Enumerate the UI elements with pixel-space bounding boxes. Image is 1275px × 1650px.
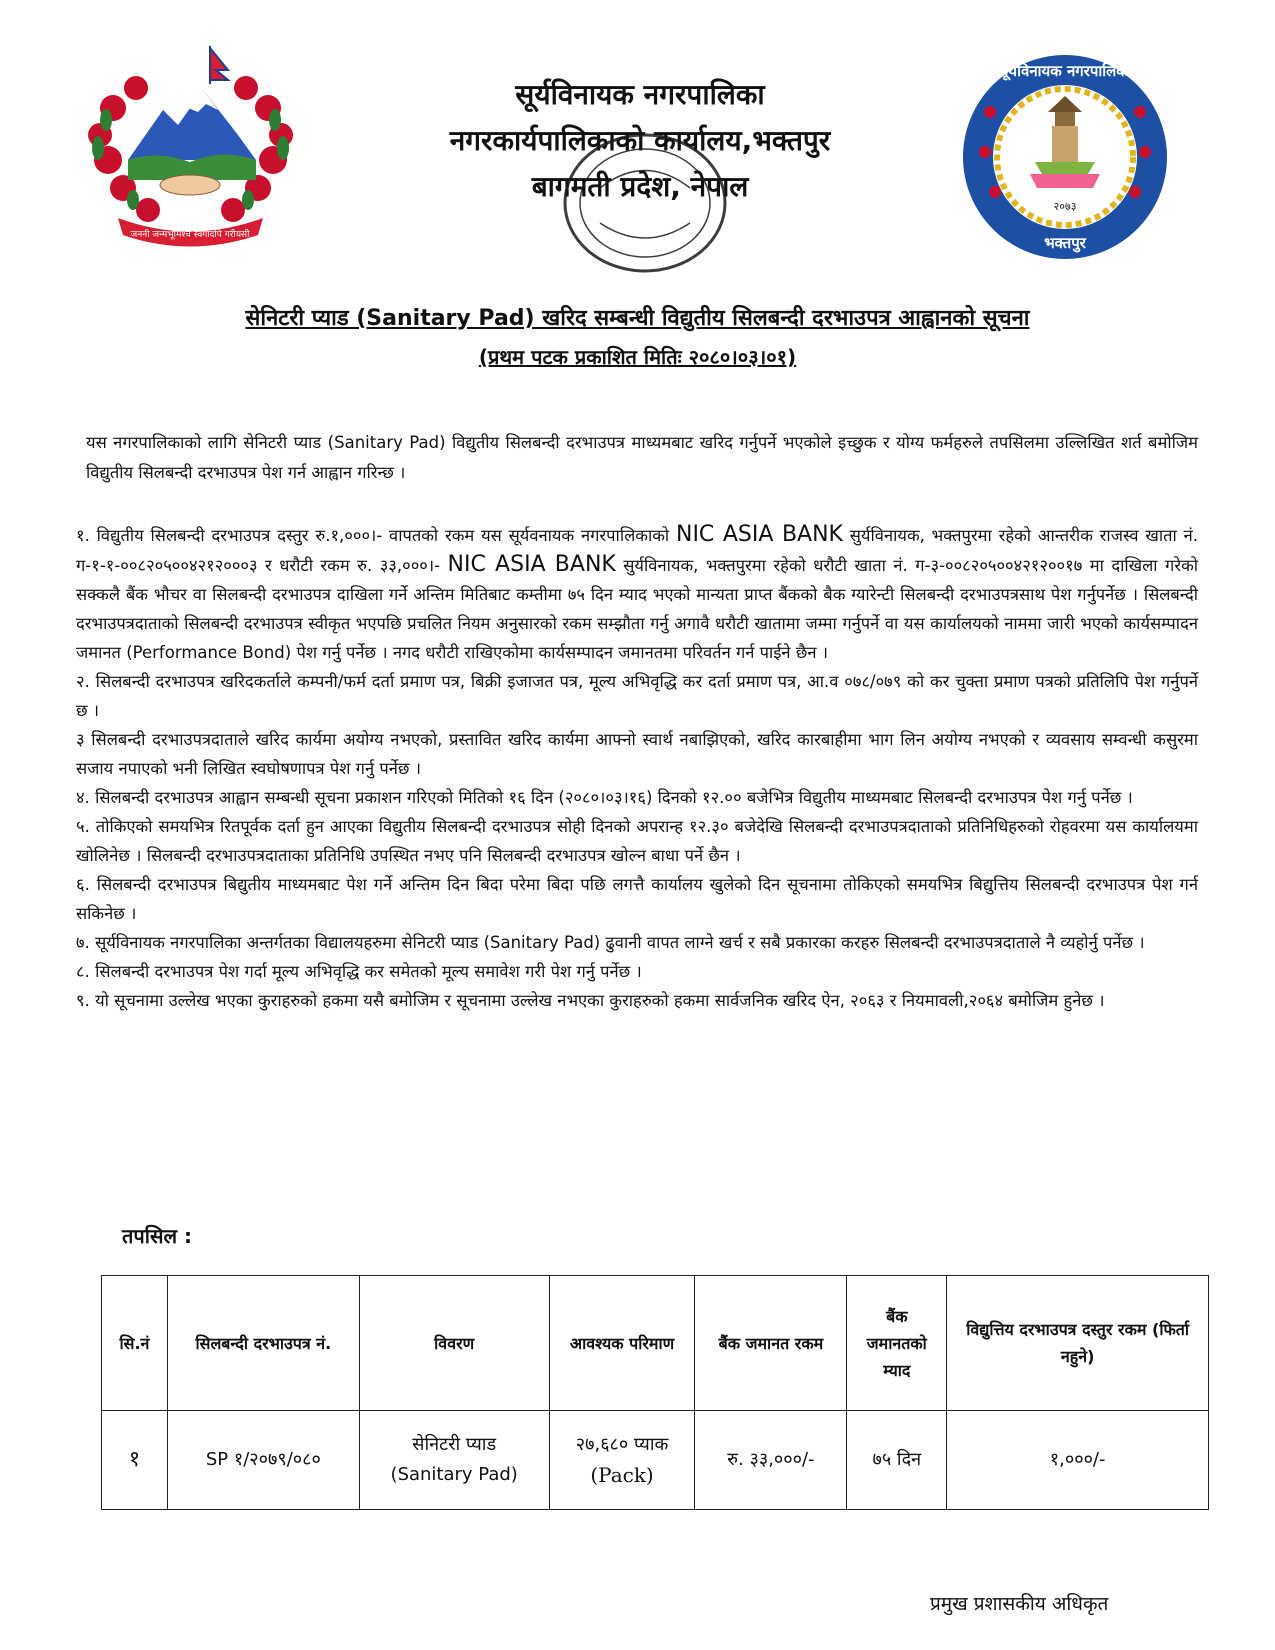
cell-quantity-line1: २७,६८० प्याक — [575, 1434, 669, 1455]
table-header-row — [102, 1276, 1209, 1411]
bank-name: NIC ASIA BANK — [447, 552, 616, 577]
term-item — [76, 667, 1198, 725]
notice-title-line1: सेनिटरी प्याड (Sanitary Pad) खरिद सम्बन्धी विद्युतीय सिलबन्दी दरभाउपत्र आह्वानको सूचना — [245, 306, 1030, 331]
term-number: ४. — [76, 788, 90, 807]
term-text: यो सूचनामा उल्लेख भएका कुराहरुको हकमा यसै बमोजिम र सूचनामा उल्लेख नभएका कुराहरुको हकमा सार्वजनिक खरिद ऐन, २०६३ र नियमावली,२०६४ बमोजिम हुनेछ । — [95, 991, 1105, 1010]
term-number: ५. — [76, 817, 90, 836]
term-text: सुर्यविनायक, भक्तपुरमा रहेको धरौटी खाता नं. ग-३-००८२०५००४२१२००१७ मा दाखिला गरेको सक्कलै बैंक भौचर वा सिलबन्दी दरभाउपत्र दाखिला गर्ने अन्तिम मितिबाट कम्तीमा ७५ दिन म्याद भएको मान्यता प्राप्त बैंकको बैक ग्यारेन्टी सिलबन्दी दरभाउपत्रसाथ पेश गर्नुपर्नेछ । सिलबन्दी दरभाउपत्रदाताको सिलबन्दी दरभाउपत्र स्वीकृत भएपछि प्रचलित नियम अनुसारको रकम सम्झौता गर्नु अगावै धरौटी खातामा जम्मा गर्नुपर्ने वा यस कार्यालयको नाममा जारी भएको कार्यसम्पादन जमानत (Performance Bond) पेश गर्नु पर्नेछ । नगद धरौटी राखिएकोमा कार्यसम्पादन जमानतमा परिवर्तन गर्न पाईने छैन । — [76, 556, 1199, 662]
logo-top-text: सूर्यविनायक नगरपालिका — [998, 62, 1132, 80]
term-text: सिलबन्दी दरभाउपत्र खरिदकर्ताले कम्पनी/फर्म दर्ता प्रमाण पत्र, बिक्री इजाजत पत्र, मूल्य अभिवृद्धि कर दर्ता प्रमाण पत्र, आ.व ०७८/०७९ को कर चुक्ता प्रमाण पत्रको प्रतिलिपि पेश गर्नुपर्ने छ । — [76, 672, 1198, 720]
term-item — [76, 520, 1198, 667]
notice-title-line2: (प्रथम पटक प्रकाशित मितिः २०८०।०३।०१) — [478, 345, 797, 369]
logo-bottom-text: भक्तपुर — [1044, 234, 1086, 252]
logo-year: २०७३ — [1053, 200, 1077, 213]
term-number: ८. — [76, 962, 90, 981]
col-header-validity: बैंक जमानतको म्याद — [847, 1276, 947, 1411]
col-header-description: विवरण — [359, 1276, 549, 1411]
cell-bid-no: SP १/२०७९/०८० — [167, 1411, 359, 1510]
term-text: सुर्यविनायक, भक्तपुरमा रहेको आन्तरीक राजस्व खाता नं. ग-१-१-००८२०५००४२१२०००३ र धरौटी रकम रु. ३३,०००।- — [76, 526, 1198, 575]
table-row — [102, 1411, 1209, 1510]
signatory-title: प्रमुख प्रशासकीय अधिकृत — [930, 1593, 1109, 1615]
cell-validity: ७५ दिन — [847, 1411, 947, 1510]
cell-description — [359, 1411, 549, 1510]
term-number: ३ — [76, 730, 85, 749]
col-header-fee: विद्युत्तिय दरभाउपत्र दस्तुर रकम (फिर्ता नहुने) — [947, 1276, 1209, 1411]
emblem-motto: जननी जन्मभूमिश्च स्वर्गादपि गरीयसी — [130, 230, 250, 240]
cell-description-line2: (Sanitary Pad) — [390, 1464, 518, 1485]
term-item — [76, 812, 1198, 870]
term-number: २. — [76, 672, 90, 691]
cell-fee: १,०००/- — [947, 1411, 1209, 1510]
term-item — [76, 870, 1198, 928]
cell-bank-amount: रु. ३३,०००/- — [695, 1411, 847, 1510]
term-item — [76, 928, 1198, 957]
header-office: नगरकार्यपालिकाको कार्यालय,भक्तपुर — [449, 124, 831, 157]
intro-paragraph: यस नगरपालिकाको लागि सेनिटरी प्याड (Sanitary Pad) विद्युतीय सिलबन्दी दरभाउपत्र माध्यमबाट खरिद गर्नुपर्ने भएकोले इच्छुक र योग्य फर्महरुले तपसिलमा उल्लिखित शर्त बमोजिम विद्युतीय सिलबन्दी दरभाउपत्र पेश गर्न आह्वान गरिन्छ । — [86, 433, 1198, 482]
office-stamp — [560, 128, 730, 278]
bank-name: NIC ASIA BANK — [675, 522, 843, 547]
term-text: सूर्यविनायक नगरपालिका अन्तर्गतका विद्यालयहरुमा सेनिटरी प्याड (Sanitary Pad) ढुवानी वापत लाग्ने खर्च र सबै प्रकारका करहरु सिलबन्दी दरभाउपत्रदाताले नै व्यहोर्नु पर्नेछ । — [95, 933, 1145, 952]
col-header-bank-amount: बैंक जमानत रकम — [695, 1276, 847, 1411]
term-text: विद्युतीय सिलबन्दी दरभाउपत्र दस्तुर रु.१,०००।- वापतको रकम यस सूर्यवनायक नगरपालिकाको — [96, 526, 670, 545]
col-header-quantity: आवश्यक परिमाण — [549, 1276, 695, 1411]
municipality-logo — [960, 52, 1170, 262]
nepal-government-emblem — [78, 40, 303, 250]
term-item — [76, 783, 1198, 812]
term-text: सिलबन्दी दरभाउपत्रदाताले खरिद कार्यमा अयोग्य नभएको, प्रस्तावित खरिद कार्यमा आफ्नो स्वार्थ नबाझिएको, खरिद कारबाहीमा भाग लिन अयोग्य नभएको र व्यवसाय सम्वन्धी कसुरमा सजाय नपाएको भनी लिखित स्वघोषणापत्र पेश गर्नु पर्नेछ । — [76, 730, 1198, 778]
schedule-heading: तपसिल : — [122, 1224, 192, 1248]
header-municipality: सूर्यविनायक नगरपालिका — [515, 78, 765, 111]
term-number: ९. — [76, 991, 90, 1010]
col-header-bid-no: सिलबन्दी दरभाउपत्र नं. — [167, 1276, 359, 1411]
cell-description-line1: सेनिटरी प्याड — [412, 1434, 497, 1455]
term-number: ७. — [76, 933, 90, 952]
term-text: तोकिएको समयभित्र रितपूर्वक दर्ता हुन आएका विद्युतीय सिलबन्दी दरभाउपत्र सोही दिनको अपरान्ह १२.३० बजेदेखि सिलबन्दी दरभाउपत्रदाताको प्रतिनिधिहरुको रोहवरमा यस कार्यालयमा खोलिनेछ । सिलबन्दी दरभाउपत्रदाताका प्रतिनिधि उपस्थित नभए पनि सिलबन्दी दरभाउपत्र खोल्न बाधा पर्ने छैन । — [76, 817, 1198, 865]
term-item — [76, 957, 1198, 986]
term-item — [76, 986, 1198, 1015]
cell-quantity-line2: (Pack) — [590, 1463, 654, 1487]
term-item — [76, 725, 1198, 783]
cell-quantity — [549, 1411, 695, 1510]
col-header-sn: सि.नं — [102, 1276, 168, 1411]
header-province: बागमती प्रदेश, नेपाल — [531, 170, 749, 203]
terms-list — [76, 520, 1198, 1015]
term-text: सिलबन्दी दरभाउपत्र बिद्युतीय माध्यमबाट पेश गर्ने अन्तिम दिन बिदा परेमा बिदा पछि लगत्तै कार्यालय खुलेको दिन सूचनामा तोकिएको समयभित्र बिद्युत्तिय सिलबन्दी दरभाउपत्र पेश गर्न सकिनेछ । — [76, 875, 1198, 923]
term-text: सिलबन्दी दरभाउपत्र आह्वान सम्बन्धी सूचना प्रकाशन गरिएको मितिको १६ दिन (२०८०।०३।१६) दिनको १२.०० बजेभित्र विद्युतीय माध्यमबाट सिलबन्दी दरभाउपत्र पेश गर्नु पर्नेछ । — [95, 788, 1133, 807]
notice-title — [70, 302, 1205, 374]
term-number: १. — [76, 526, 90, 545]
term-number: ६. — [76, 875, 90, 894]
term-text: सिलबन्दी दरभाउपत्र पेश गर्दा मूल्य अभिवृद्धि कर समेतको मूल्य समावेश गरी पेश गर्नु पर्नेछ । — [95, 962, 642, 981]
schedule-table — [101, 1275, 1209, 1510]
cell-sn: १ — [102, 1411, 168, 1510]
